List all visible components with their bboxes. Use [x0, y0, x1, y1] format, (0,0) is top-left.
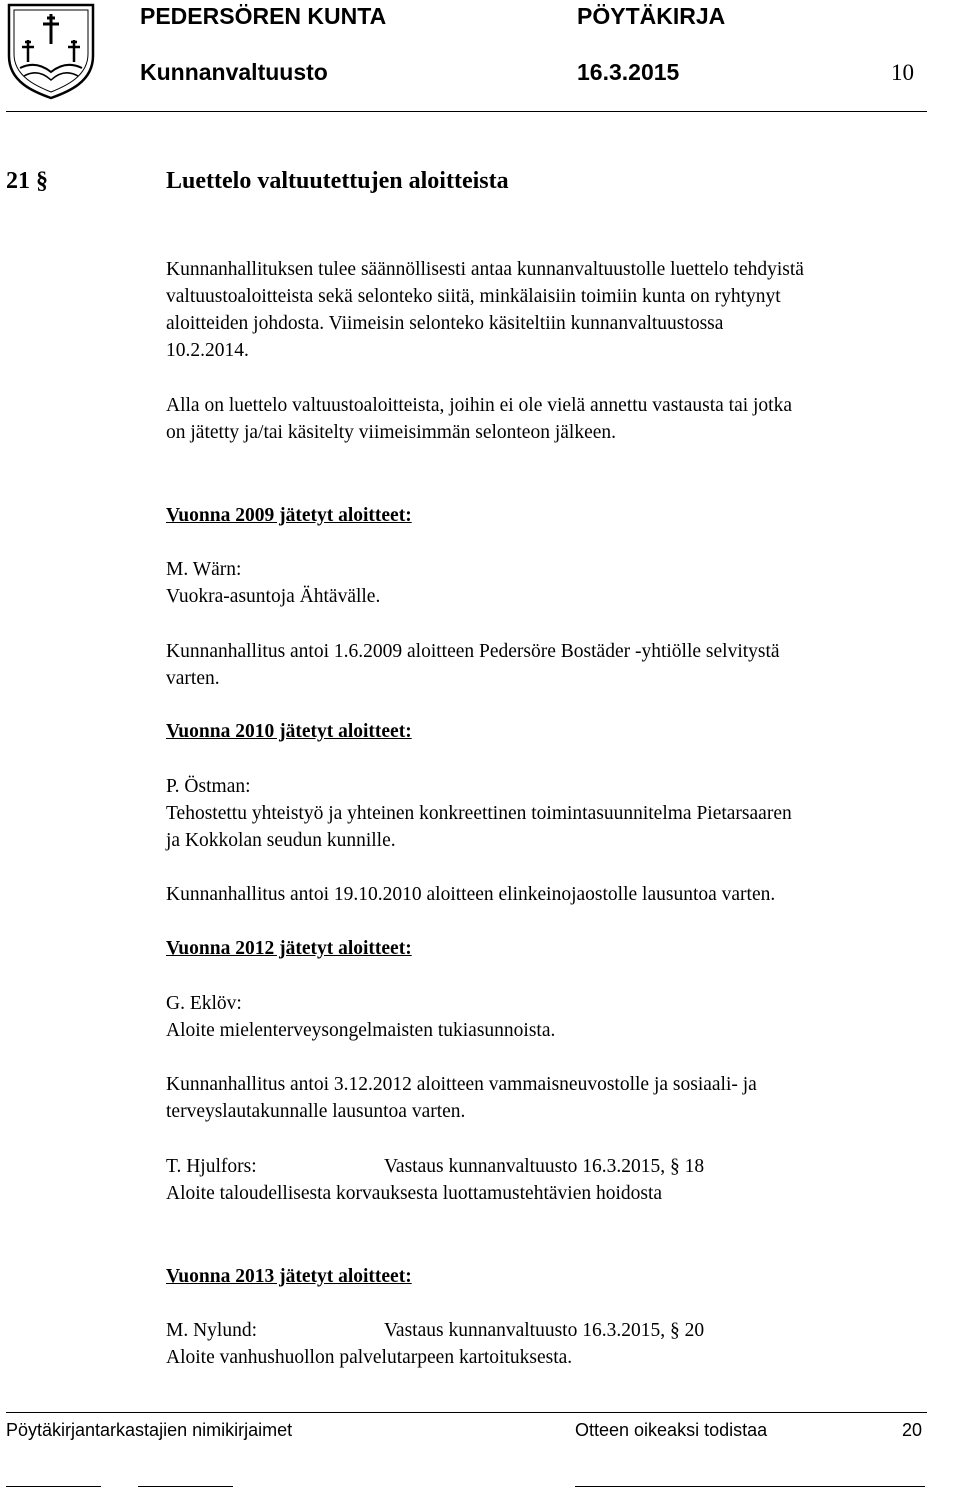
reply-2013-ref: 20	[684, 1320, 705, 1341]
signature-line	[6, 1486, 101, 1487]
municipality-name: PEDERSÖREN KUNTA	[140, 3, 387, 29]
reply-2013	[384, 1317, 704, 1344]
subject-2012: Aloite mielenterveysongelmaisten tukiasunnoista.	[166, 1020, 556, 1041]
heading-2009: Vuonna 2009 jätetyt aloitteet:	[166, 505, 412, 526]
footer-initials-label: Pöytäkirjantarkastajien nimikirjaimet	[6, 1420, 293, 1440]
footer-page-number: 20	[902, 1420, 923, 1440]
action-2009-line1: Kunnanhallitus antoi 1.6.2009 aloitteen Pedersöre Bostäder -yhtiölle selvitystä	[166, 641, 780, 662]
subject-2010-line1: Tehostettu yhteistyö ja yhteinen konkreettinen toimintasuunnitelma Pietarsaaren	[166, 803, 792, 824]
municipality-coat-of-arms	[6, 2, 96, 100]
section-symbol-ref: §	[669, 1156, 680, 1177]
intro-p1-line1: Kunnanhallituksen tulee säännöllisesti antaa kunnanvaltuustolle luettelo tehdyistä	[166, 259, 804, 280]
heading-2010: Vuonna 2010 jätetyt aloitteet:	[166, 721, 412, 742]
author-2010: P. Östman:	[166, 776, 251, 797]
meeting-date: 16.3.2015	[577, 59, 680, 85]
header-rule	[6, 111, 927, 112]
section-number: 21	[6, 168, 30, 194]
intro-p2-line1: Alla on luettelo valtuustoaloitteista, joihin ei ole vielä annettu vastausta tai jotka	[166, 395, 793, 416]
signature-line	[575, 1486, 925, 1487]
action-2009-line2: varten.	[166, 668, 220, 689]
footer-certify-label: Otteen oikeaksi todistaa	[575, 1420, 768, 1440]
subject-2009: Vuokra-asuntoja Ähtävälle.	[166, 586, 381, 607]
reply-2013-text: Vastaus kunnanvaltuusto 16.3.2015,	[384, 1320, 666, 1341]
section-symbol: §	[36, 168, 48, 194]
intro-p2-line2: on jätetty ja/tai käsitelty viimeisimmän selonteon jälkeen.	[166, 422, 617, 443]
author-2009: M. Wärn:	[166, 559, 242, 580]
action-2012-line2: terveyslautakunnalle lausuntoa varten.	[166, 1101, 466, 1122]
author-2013: M. Nylund:	[166, 1320, 258, 1341]
page-number: 10	[891, 60, 914, 85]
subject2-2012: Aloite taloudellisesta korvauksesta luottamustehtävien hoidosta	[166, 1183, 663, 1204]
action-2012-line1: Kunnanhallitus antoi 3.12.2012 aloitteen vammaisneuvostolle ja sosiaali- ja	[166, 1074, 757, 1095]
body-name: Kunnanvaltuusto	[140, 59, 328, 85]
reply-2012	[384, 1153, 704, 1180]
author-2012: G. Eklöv:	[166, 993, 242, 1014]
intro-p1-line2: valtuustoaloitteista sekä selonteko siitä, minkälaisiin toimiin kunta on ryhtynyt	[166, 286, 781, 307]
footer-rule	[6, 1412, 927, 1413]
heading-2013: Vuonna 2013 jätetyt aloitteet:	[166, 1266, 412, 1287]
heading-2012: Vuonna 2012 jätetyt aloitteet:	[166, 938, 412, 959]
section-title: Luettelo valtuutettujen aloitteista	[166, 168, 509, 194]
intro-p1-line3: aloitteiden johdosta. Viimeisin selonteko käsiteltiin kunnanvaltuustossa	[166, 313, 724, 334]
author2-2012: T. Hjulfors:	[166, 1156, 257, 1177]
intro-p1-line4: 10.2.2014.	[166, 340, 249, 361]
reply-2012-text: Vastaus kunnanvaltuusto 16.3.2015,	[384, 1156, 666, 1177]
signature-line	[138, 1486, 233, 1487]
document-type: PÖYTÄKIRJA	[577, 3, 726, 29]
subject-2010-line2: ja Kokkolan seudun kunnille.	[166, 830, 396, 851]
reply-2012-ref: 18	[684, 1156, 705, 1177]
subject-2013: Aloite vanhushuollon palvelutarpeen kartoituksesta.	[166, 1347, 573, 1368]
section-symbol-ref: §	[669, 1320, 680, 1341]
action-2010: Kunnanhallitus antoi 19.10.2010 aloitteen elinkeinojaostolle lausuntoa varten.	[166, 884, 776, 905]
